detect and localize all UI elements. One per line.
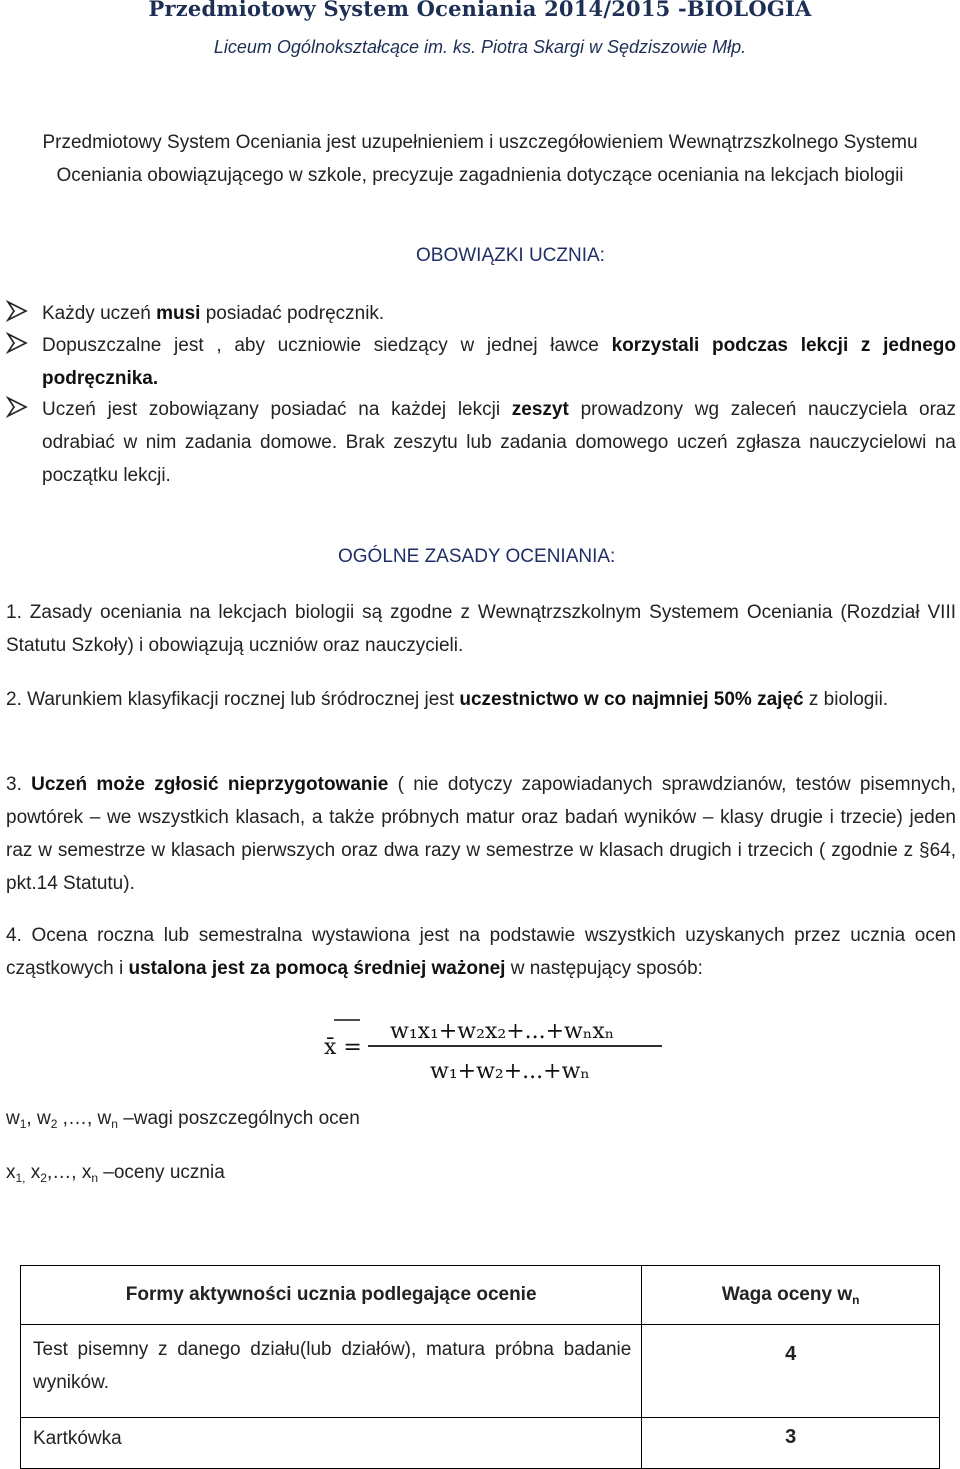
formula-denominator: w₁+w₂+...+wₙ xyxy=(430,1059,590,1084)
grades-legend: $x_{1,}$ $x_2,\dots$, $x_n$ –oceny ucznia xyxy=(6,1162,225,1185)
column-header-weight: Waga oceny $w_n$ xyxy=(642,1266,940,1325)
activity-cell: Kartkówka xyxy=(21,1418,642,1469)
formula-lhs: x̄ = xyxy=(324,1035,362,1060)
rules-heading: OGÓLNE ZASADY OCENIANIA: xyxy=(338,546,616,567)
activity-cell: Test pisemny z danego działu(lub działów), matura próbna badanie wyników. xyxy=(21,1325,642,1418)
duties-heading: OBOWIĄZKI UCZNIA: xyxy=(416,245,605,266)
rule-3: 3. Uczeń może zgłosić nieprzygotowanie ( nie dotyczy zapowiadanych sprawdzianów, testów pisemnych, powtórek – we wszystkich klasach, a także próbnych matur oraz badań wyników – klasy drugie i trzecie) jeden raz w semestrze w klasach pierwszych oraz dwa razy w semestrze w klasach drugich i trzecich ( zgodnie z §64, pkt.14 Statutu). xyxy=(6,774,957,894)
rule-4: 4. Ocena roczna lub semestralna wystawiona jest na podstawie wszystkich uzyskanych przez ucznia ocen cząstkowych i ustalona jest za pomocą średniej ważonej w następujący sposób: xyxy=(6,925,956,979)
duty-item: Dopuszczalne jest , aby uczniowie siedzący w jednej ławce korzystali podczas lekcji z jednego podręcznika. xyxy=(6,329,956,395)
rule-1: 1. Zasady oceniania na lekcjach biologii są zgodne z Wewnątrzszkolnym Systemem Oceniania (Rozdział VIII Statutu Szkoły) i obowiązują uczniów oraz nauczycieli. xyxy=(6,602,956,656)
table-row xyxy=(21,1325,940,1418)
intro-paragraph: Przedmiotowy System Oceniania jest uzupełnieniem i uszczegółowieniem Wewnątrzszkolnego Systemu Oceniania obowiązującego w szkole, precyzuje zagadnienia dotyczące oceniania na lekcjach biologii xyxy=(42,132,918,186)
formula-numerator: w₁x₁+w₂x₂+...+wₙxₙ xyxy=(390,1019,615,1044)
arrow-bullet-icon xyxy=(6,329,30,357)
duty-item: Uczeń jest zobowiązany posiadać na każdej lekcji zeszyt prowadzony wg zaleceń nauczyciela oraz odrabiać w nim zadania domowe. Brak zeszytu lub zadania domowego uczeń zgłasza nauczycielowi na początku lekcji. xyxy=(6,393,956,492)
duty-item: Każdy uczeń musi posiadać podręcznik. xyxy=(6,297,956,330)
school-name: Liceum Ogólnokształcące im. ks. Piotra Skargi w Sędziszowie Młp. xyxy=(213,37,747,57)
grade-weights-table xyxy=(20,1265,940,1469)
table-row xyxy=(21,1418,940,1469)
document-title: Przedmiotowy System Oceniania 2014/2015 -BIOLOGIA xyxy=(148,0,812,21)
weights-legend: $w_1$, $w_2$ ,…, $w_n$ –wagi poszczególnych ocen xyxy=(6,1108,360,1131)
rule-2: 2. Warunkiem klasyfikacji rocznej lub śródrocznej jest uczestnictwo w co najmniej 50% zajęć z biologii. xyxy=(6,689,889,710)
column-header-activity: Formy aktywności ucznia podlegające ocenie xyxy=(21,1266,642,1325)
weight-cell: 4 xyxy=(642,1325,940,1418)
arrow-bullet-icon xyxy=(6,393,30,421)
table-header-row xyxy=(21,1266,940,1325)
weight-cell: 3 xyxy=(642,1418,940,1469)
weighted-mean-formula xyxy=(320,1010,670,1090)
arrow-bullet-icon xyxy=(6,297,30,325)
